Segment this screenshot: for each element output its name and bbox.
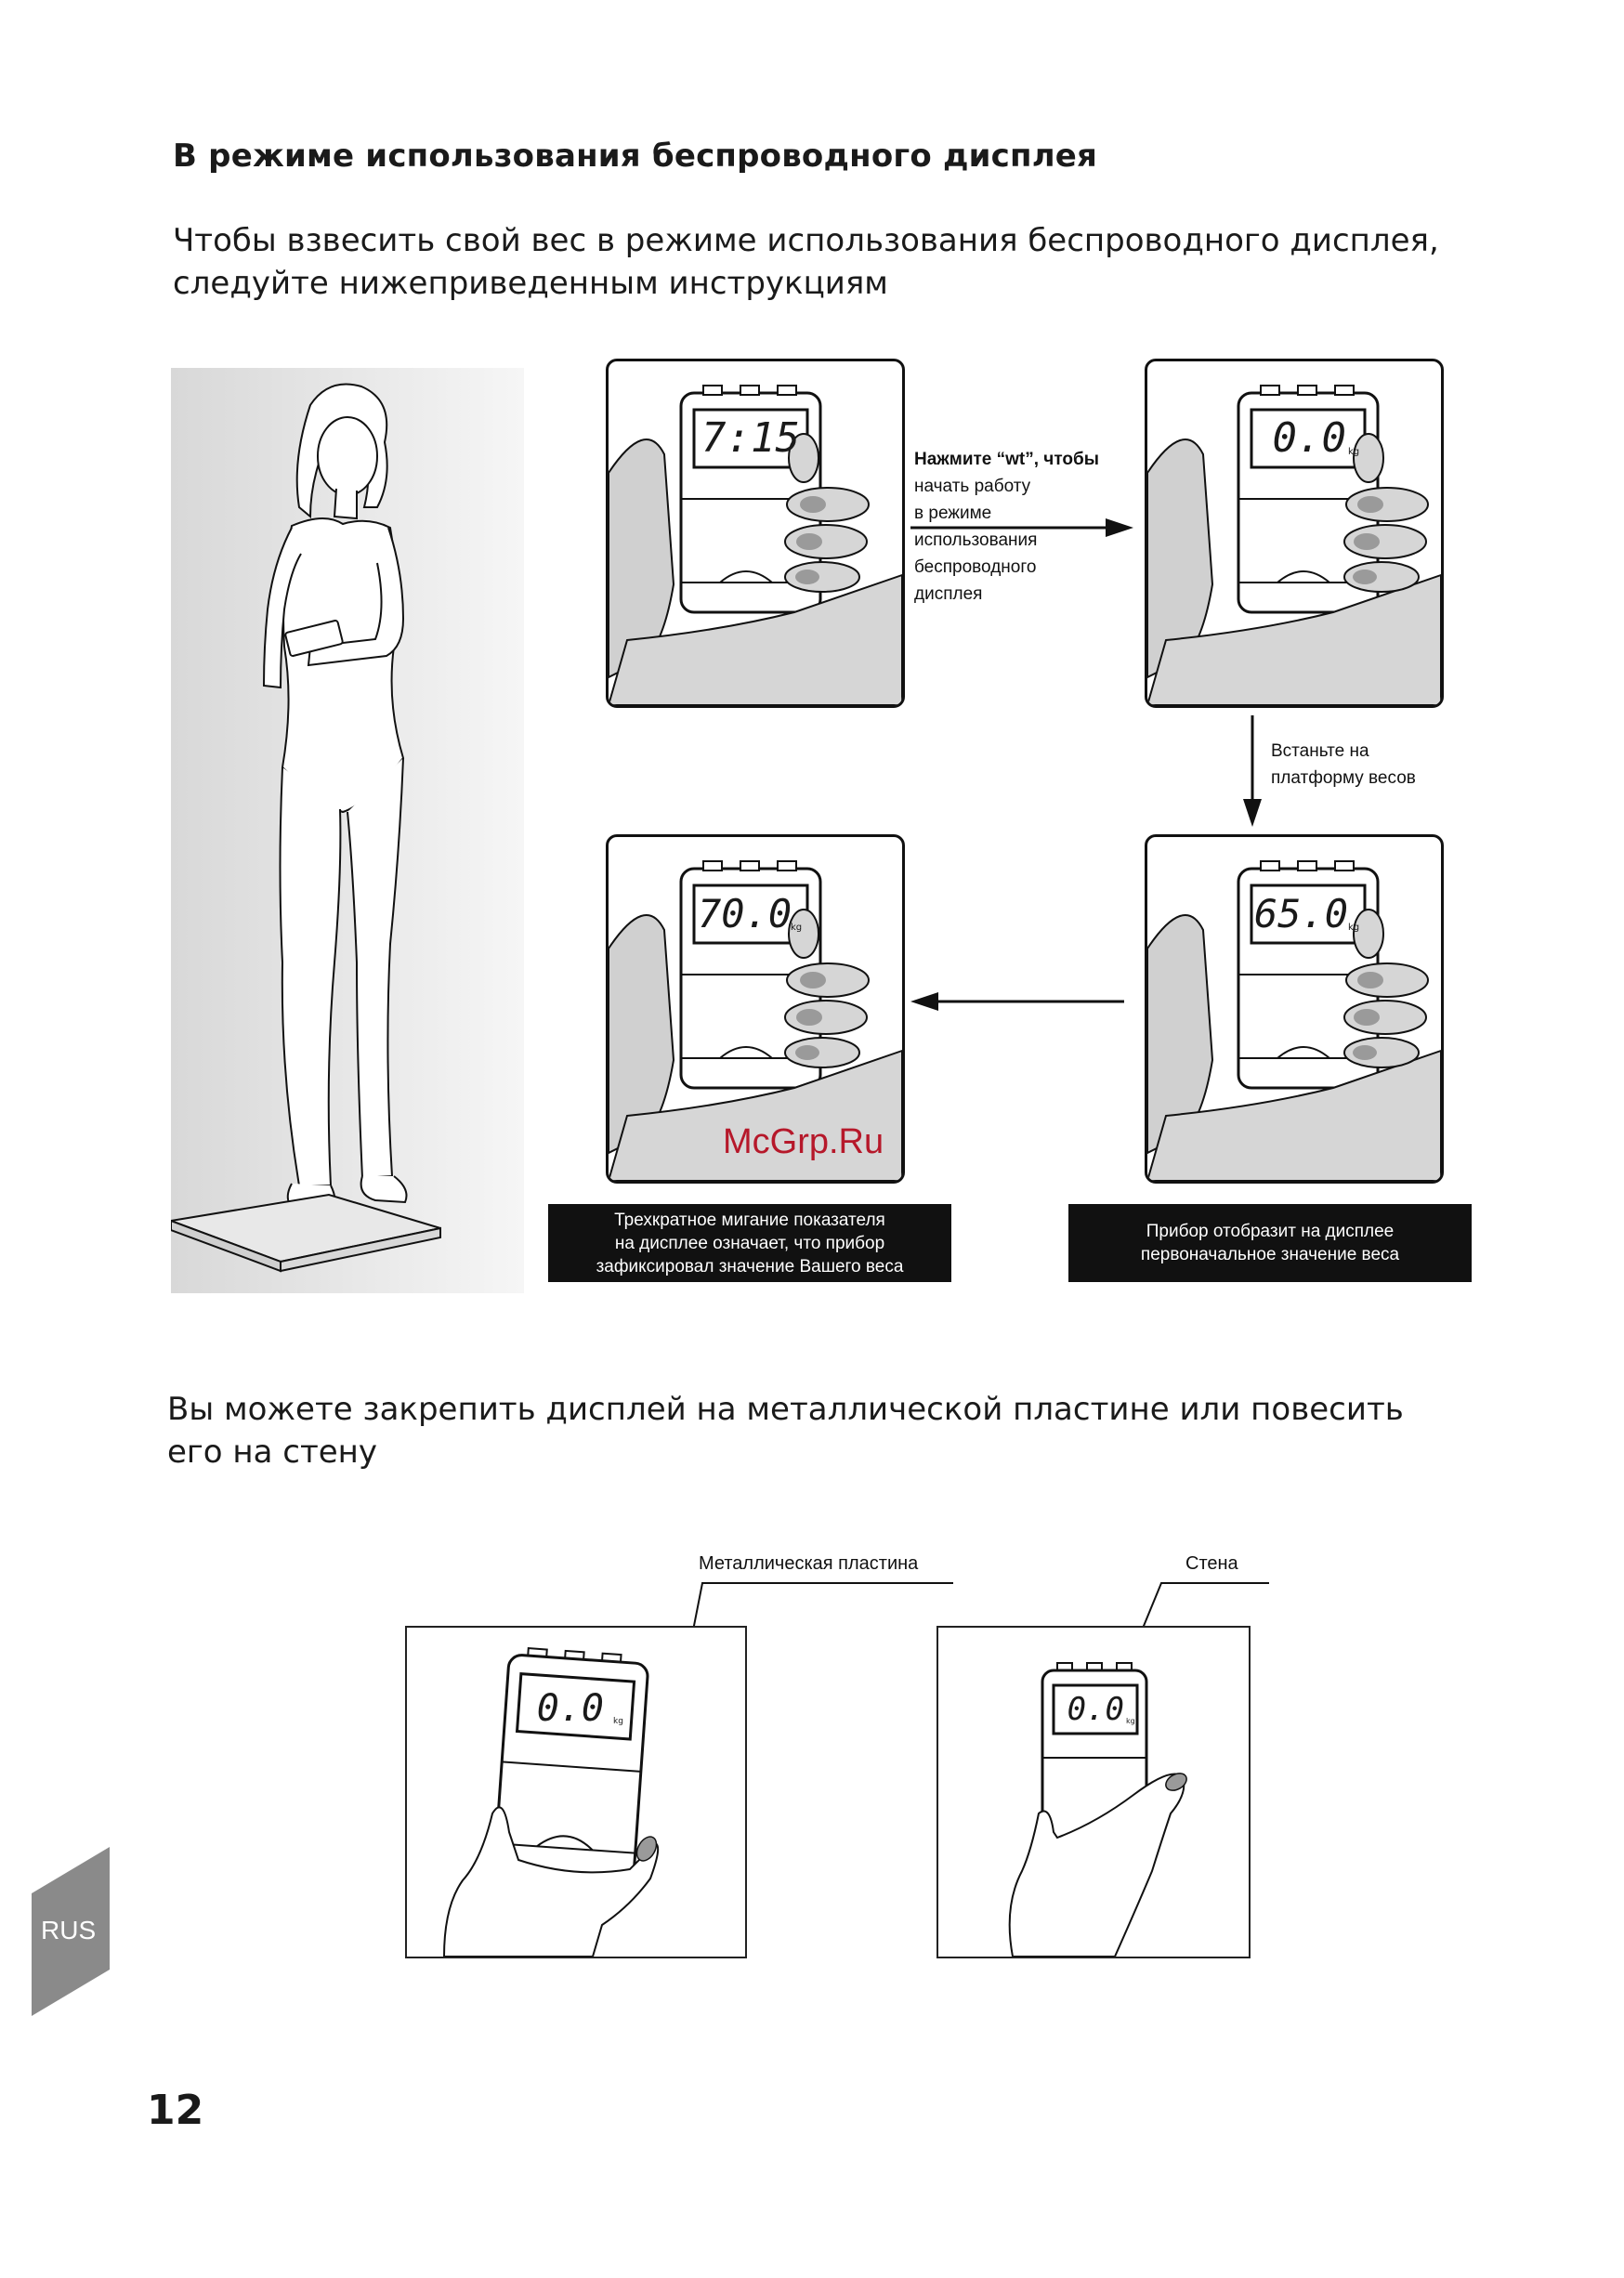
arrow-left-icon	[910, 990, 1124, 1013]
label-metal-plate: Металлическая пластина	[699, 1553, 919, 1574]
mounting-text: Вы можете закрепить дисплей на металлической пластине или повесить его на стену	[167, 1391, 1404, 1471]
lcd-unit: kg	[791, 923, 803, 933]
lcd-unit: kg	[1348, 923, 1360, 933]
wall-mount-illustration	[936, 1626, 1251, 1958]
lcd-display-wall: 0.0	[1067, 1691, 1124, 1728]
lcd-unit: kg	[1126, 1717, 1135, 1725]
lcd-unit: kg	[613, 1717, 623, 1726]
caption-initial-weight: Прибор отобразит на дисплее первоначальное значение веса	[1068, 1204, 1472, 1282]
lcd-display-weight: 0.0	[1272, 414, 1346, 462]
intro-text: Чтобы взвесить свой вес в режиме использования беспроводного дисплея, следуйте нижеприведенным инструкциям	[173, 222, 1439, 302]
step-panel-initial-weight	[1145, 834, 1444, 1184]
watermark: McGrp.Ru	[723, 1122, 884, 1161]
page-number: 12	[147, 2087, 204, 2134]
instruction-press-wt: Нажмите “wt”, чтобы начать работу в режиме использования беспроводного дисплея	[914, 450, 1099, 604]
arrow-down-icon	[1241, 715, 1264, 827]
label-wall: Стена	[1185, 1553, 1238, 1574]
metal-plate-illustration	[405, 1626, 747, 1958]
lcd-unit: kg	[1348, 447, 1360, 457]
arrow-right-icon	[910, 517, 1133, 539]
lcd-display-plate: 0.0	[536, 1687, 604, 1730]
page-title: В режиме использования беспроводного дисплея	[173, 137, 1098, 175]
woman-on-scale-illustration	[171, 368, 524, 1293]
instruction-stand-on-scale: Встаньте на платформу весов	[1271, 741, 1416, 788]
step-panel-zero	[1145, 359, 1444, 708]
lcd-display-weight: 70.0	[698, 891, 792, 936]
caption-blink-confirmation: Трехкратное мигание показателя на дисплее означает, что прибор зафиксировал значение Вашего веса	[548, 1204, 951, 1282]
step-panel-press-wt	[606, 359, 905, 708]
lcd-display-time: 7:15	[701, 414, 800, 462]
language-tab-label: RUS	[41, 1916, 97, 1944]
lcd-display-weight: 65.0	[1253, 891, 1348, 936]
